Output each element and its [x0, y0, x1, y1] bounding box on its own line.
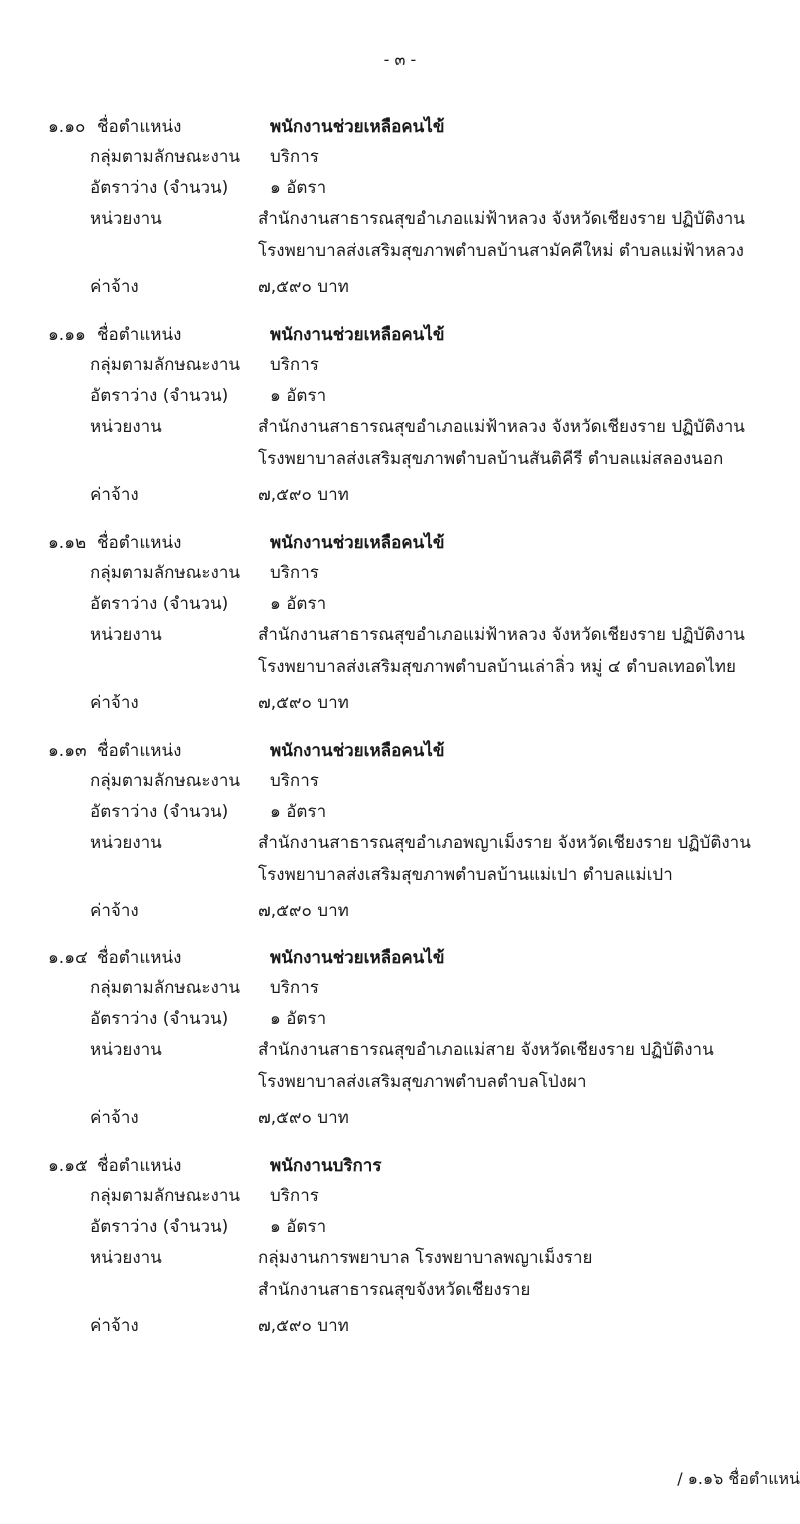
unit-label: หน่วยงาน	[90, 209, 162, 229]
job-entry	[0, 322, 800, 522]
continuation-note: / ๑.๑๖ ชื่อตำแหน่	[677, 1469, 800, 1488]
position-label: ชื่อตำแหน่ง	[97, 533, 182, 553]
vacancy-value: ๑ อัตรา	[270, 594, 327, 614]
group-value: บริการ	[270, 771, 319, 791]
entry-number: ๑.๑๒	[48, 533, 87, 553]
group-value: บริการ	[270, 563, 319, 583]
unit-value-line1: กลุ่มงานการพยาบาล โรงพยาบาลพญาเม็งราย	[258, 1248, 593, 1268]
position-label: ชื่อตำแหน่ง	[97, 948, 182, 968]
job-entry	[0, 738, 800, 938]
group-label: กลุ่มตามลักษณะงาน	[90, 147, 240, 167]
entry-number: ๑.๑๑	[48, 325, 86, 345]
job-entry	[0, 1153, 800, 1353]
group-label: กลุ่มตามลักษณะงาน	[90, 978, 240, 998]
vacancy-value: ๑ อัตรา	[270, 1009, 327, 1029]
wage-value: ๗,๕๙๐ บาท	[258, 485, 349, 505]
group-value: บริการ	[270, 147, 319, 167]
wage-label: ค่าจ้าง	[90, 277, 139, 297]
vacancy-label: อัตราว่าง (จำนวน)	[90, 178, 229, 198]
unit-value-line1: สำนักงานสาธารณสุขอำเภอแม่ฟ้าหลวง จังหวัดเชียงราย ปฏิบัติงาน	[258, 625, 745, 645]
wage-value: ๗,๕๙๐ บาท	[258, 901, 349, 921]
unit-value-line2: โรงพยาบาลส่งเสริมสุขภาพตำบลบ้านสามัคคีใหม่ ตำบลแม่ฟ้าหลวง	[258, 241, 744, 261]
position-label: ชื่อตำแหน่ง	[97, 741, 182, 761]
unit-value-line1: สำนักงานสาธารณสุขอำเภอพญาเม็งราย จังหวัดเชียงราย ปฏิบัติงาน	[258, 833, 751, 853]
job-entry	[0, 114, 800, 314]
wage-value: ๗,๕๙๐ บาท	[258, 693, 349, 713]
position-title: พนักงานช่วยเหลือคนไข้	[270, 741, 445, 761]
wage-value: ๗,๕๙๐ บาท	[258, 277, 349, 297]
wage-label: ค่าจ้าง	[90, 1108, 139, 1128]
vacancy-label: อัตราว่าง (จำนวน)	[90, 1217, 229, 1237]
vacancy-label: อัตราว่าง (จำนวน)	[90, 802, 229, 822]
unit-value-line2: โรงพยาบาลส่งเสริมสุขภาพตำบลบ้านสันติคีรี ตำบลแม่สลองนอก	[258, 449, 724, 469]
wage-value: ๗,๕๙๐ บาท	[258, 1108, 349, 1128]
unit-value-line1: สำนักงานสาธารณสุขอำเภอแม่ฟ้าหลวง จังหวัดเชียงราย ปฏิบัติงาน	[258, 417, 745, 437]
unit-label: หน่วยงาน	[90, 625, 162, 645]
vacancy-value: ๑ อัตรา	[270, 178, 327, 198]
unit-value-line2: โรงพยาบาลส่งเสริมสุขภาพตำบลตำบลโป่งผา	[258, 1072, 587, 1092]
entry-number: ๑.๑๔	[48, 948, 88, 968]
vacancy-label: อัตราว่าง (จำนวน)	[90, 594, 229, 614]
unit-label: หน่วยงาน	[90, 1040, 162, 1060]
vacancy-label: อัตราว่าง (จำนวน)	[90, 1009, 229, 1029]
wage-value: ๗,๕๙๐ บาท	[258, 1316, 349, 1336]
position-title: พนักงานช่วยเหลือคนไข้	[270, 117, 445, 137]
job-entry	[0, 945, 800, 1145]
position-title: พนักงานช่วยเหลือคนไข้	[270, 948, 445, 968]
group-value: บริการ	[270, 355, 319, 375]
entry-number: ๑.๑๕	[48, 1156, 88, 1176]
position-title: พนักงานช่วยเหลือคนไข้	[270, 325, 445, 345]
unit-value-line1: สำนักงานสาธารณสุขอำเภอแม่ฟ้าหลวง จังหวัดเชียงราย ปฏิบัติงาน	[258, 209, 745, 229]
entry-number: ๑.๑๐	[48, 117, 86, 137]
entry-number: ๑.๑๓	[48, 741, 87, 761]
group-value: บริการ	[270, 978, 319, 998]
wage-label: ค่าจ้าง	[90, 485, 139, 505]
group-label: กลุ่มตามลักษณะงาน	[90, 563, 240, 583]
position-label: ชื่อตำแหน่ง	[97, 117, 182, 137]
vacancy-value: ๑ อัตรา	[270, 386, 327, 406]
vacancy-label: อัตราว่าง (จำนวน)	[90, 386, 229, 406]
unit-value-line2: สำนักงานสาธารณสุขจังหวัดเชียงราย	[258, 1280, 531, 1300]
group-label: กลุ่มตามลักษณะงาน	[90, 355, 240, 375]
unit-label: หน่วยงาน	[90, 417, 162, 437]
position-label: ชื่อตำแหน่ง	[97, 325, 182, 345]
group-label: กลุ่มตามลักษณะงาน	[90, 1186, 240, 1206]
group-value: บริการ	[270, 1186, 319, 1206]
unit-value-line2: โรงพยาบาลส่งเสริมสุขภาพตำบลบ้านเล่าลิ่ว หมู่ ๔ ตำบลเทอดไทย	[258, 657, 736, 677]
wage-label: ค่าจ้าง	[90, 693, 139, 713]
position-title: พนักงานบริการ	[270, 1156, 382, 1176]
page-number: - ๓ -	[383, 50, 417, 69]
group-label: กลุ่มตามลักษณะงาน	[90, 771, 240, 791]
unit-value-line2: โรงพยาบาลส่งเสริมสุขภาพตำบลบ้านแม่เปา ตำบลแม่เปา	[258, 865, 673, 885]
job-entry	[0, 530, 800, 730]
unit-label: หน่วยงาน	[90, 1248, 162, 1268]
unit-label: หน่วยงาน	[90, 833, 162, 853]
wage-label: ค่าจ้าง	[90, 1316, 139, 1336]
vacancy-value: ๑ อัตรา	[270, 1217, 327, 1237]
unit-value-line1: สำนักงานสาธารณสุขอำเภอแม่สาย จังหวัดเชียงราย ปฏิบัติงาน	[258, 1040, 714, 1060]
position-title: พนักงานช่วยเหลือคนไข้	[270, 533, 445, 553]
position-label: ชื่อตำแหน่ง	[97, 1156, 182, 1176]
wage-label: ค่าจ้าง	[90, 901, 139, 921]
vacancy-value: ๑ อัตรา	[270, 802, 327, 822]
